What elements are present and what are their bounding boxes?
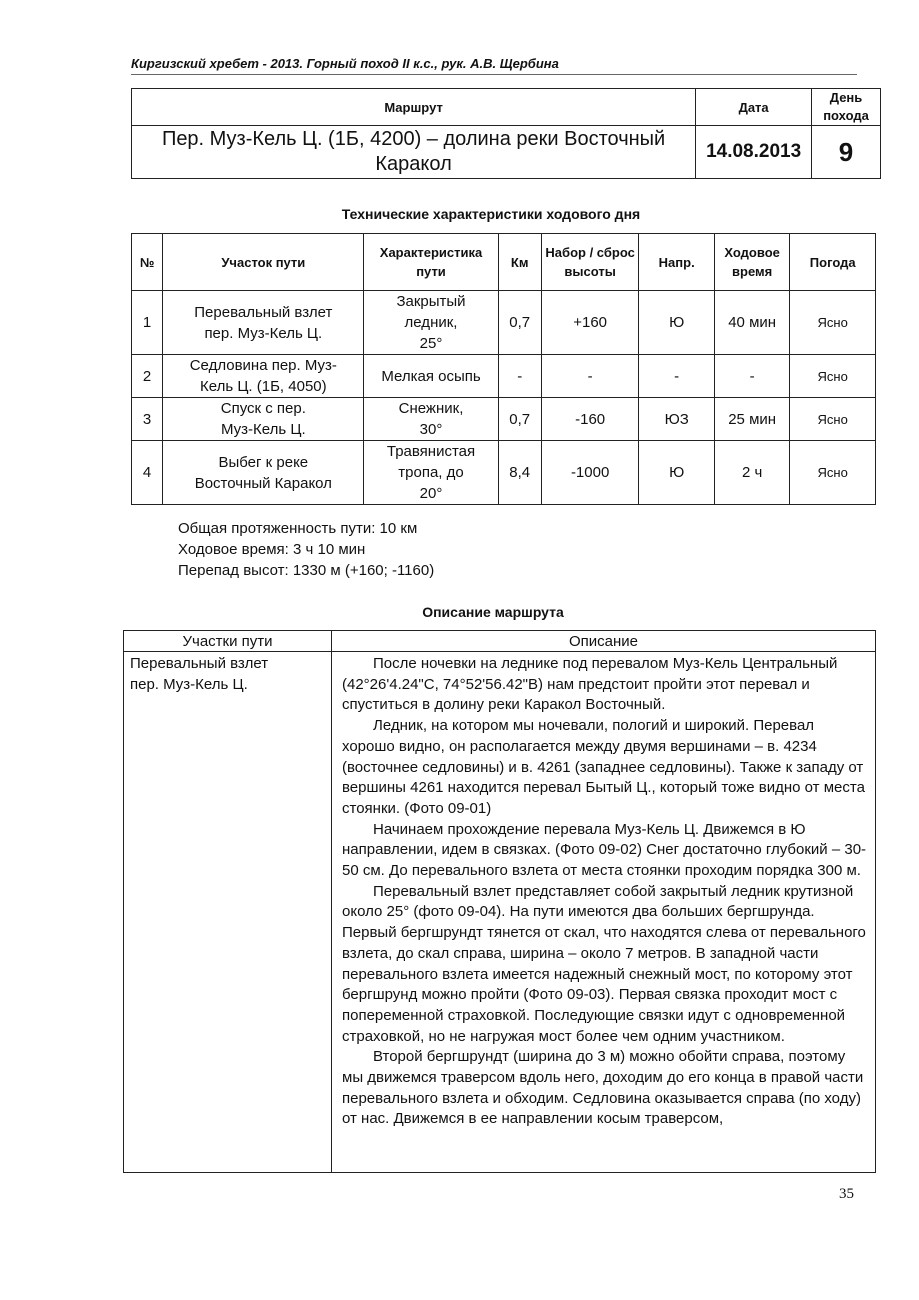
tech-cell: 0,7 xyxy=(498,398,541,441)
route-description-table xyxy=(123,630,876,1173)
tech-cell: 40 мин xyxy=(714,291,789,355)
description-paragraph: Ледник, на котором мы ночевали, пологий и широкий. Перевал хорошо видно, он располагается между двумя вершинами – в. 4234 (восточнее седловины) и в. 4261 (западнее седловины). Также к западу от вершины 4261 находится перевал Бытый Ц., который тоже видно от места стоянки. (Фото 09-01) xyxy=(342,717,865,817)
date-column-header: Дата xyxy=(696,89,812,126)
tech-header-cell: Погода xyxy=(790,234,876,291)
tech-header-cell: Набор / сброс высоты xyxy=(541,234,639,291)
tech-cell: - xyxy=(714,355,789,398)
summary-time: Ходовое время: 3 ч 10 мин xyxy=(178,541,366,558)
tech-cell: Ясно xyxy=(790,398,876,441)
day-column-header: День похода xyxy=(812,89,881,126)
tech-cell: - xyxy=(639,355,714,398)
tech-cell: - xyxy=(498,355,541,398)
tech-cell: Ясно xyxy=(790,441,876,505)
tech-cell: Травянистая тропа, до 20° xyxy=(364,441,498,505)
tech-row xyxy=(132,441,876,505)
tech-cell: Ясно xyxy=(790,291,876,355)
tech-cell: - xyxy=(541,355,639,398)
tech-header-cell: № xyxy=(132,234,163,291)
tech-cell: Перевальный взлет пер. Муз-Кель Ц. xyxy=(163,291,364,355)
tech-cell: Мелкая осыпь xyxy=(364,355,498,398)
tech-cell: 1 xyxy=(132,291,163,355)
route-summary xyxy=(178,518,434,581)
tech-cell: 0,7 xyxy=(498,291,541,355)
tech-cell: Ясно xyxy=(790,355,876,398)
tech-cell: 8,4 xyxy=(498,441,541,505)
tech-cell: 4 xyxy=(132,441,163,505)
tech-header-cell: Ходовое время xyxy=(714,234,789,291)
desc-section-title: Описание маршрута xyxy=(422,604,564,620)
sections-column-header: Участки пути xyxy=(124,631,332,652)
tech-cell: Снежник, 30° xyxy=(364,398,498,441)
description-paragraph: Начинаем прохождение перевала Муз-Кель Ц. Движемся в Ю направлении, идем в связках. (Фото 09-02) Снег достаточно глубокий – 30-50 см. До перевального взлета от места стоянки проходим порядка 300 м. xyxy=(342,820,867,880)
tech-cell: Выбег к реке Восточный Каракол xyxy=(163,441,364,505)
tech-row xyxy=(132,291,876,355)
tech-header-cell: Характеристика пути xyxy=(364,234,498,291)
section-name xyxy=(124,652,332,1173)
section-name-text: Перевальный взлет пер. Муз-Кель Ц. xyxy=(130,655,269,693)
tech-cell: 25 мин xyxy=(714,398,789,441)
tech-cell: ЮЗ xyxy=(639,398,714,441)
tech-cell: +160 xyxy=(541,291,639,355)
tech-cell: 2 xyxy=(132,355,163,398)
running-header: Киргизский хребет - 2013. Горный поход II к.с., рук. А.В. Щербина xyxy=(131,56,857,75)
route-column-header: Маршрут xyxy=(132,89,696,126)
summary-distance: Общая протяженность пути: 10 км xyxy=(178,520,418,537)
route-day-number: 9 xyxy=(812,126,881,179)
description-paragraph: Второй бергшрундт (ширина до 3 м) можно обойти справа, поэтому мы движемся траверсом вдоль него, доходим до его конца в правой части перевального взлета и обходим. Седловина оказывается справа (по ходу) от нас. Движемся в ее направлении косым траверсом, xyxy=(342,1048,864,1128)
tech-cell: Ю xyxy=(639,291,714,355)
tech-cell: Ю xyxy=(639,441,714,505)
tech-header-row xyxy=(132,234,876,291)
tech-cell: -160 xyxy=(541,398,639,441)
tech-row xyxy=(132,398,876,441)
route-date: 14.08.2013 xyxy=(696,126,812,179)
tech-cell: Седловина пер. Муз-Кель Ц. (1Б, 4050) xyxy=(163,355,364,398)
tech-cell: Закрытый ледник, 25° xyxy=(364,291,498,355)
tech-header-cell: Участок пути xyxy=(163,234,364,291)
tech-cell: Спуск с пер. Муз-Кель Ц. xyxy=(163,398,364,441)
description-paragraph: После ночевки на леднике под перевалом Муз-Кель Центральный (42°26'4.24"С, 74°52'56.42"В) нам предстоит пройти этот перевал и спуститься в долину реки Каракол Восточный. xyxy=(342,655,838,714)
description-text xyxy=(332,652,876,1173)
tech-cell: -1000 xyxy=(541,441,639,505)
tech-cell: 2 ч xyxy=(714,441,789,505)
tech-characteristics-table xyxy=(131,233,876,505)
tech-section-title: Технические характеристики ходового дня xyxy=(341,206,641,222)
description-paragraph: Перевальный взлет представляет собой закрытый ледник крутизной около 25° (фото 09-04). На пути имеются два больших бергшрунда. Первый бергшрундт тянется от скал, что находятся слева от перевального взлета, до скал справа, ширина – около 7 метров. В западной части перевального взлета имеется надежный снежный мост, по которому этот бергшрунд можно пройти (Фото 09-03). Первая связка проходит мост с попеременной страховкой. Последующие связки идут с одновременной страховкой, но не нагружая мост более чем одним участником. xyxy=(342,882,866,1045)
tech-cell: 3 xyxy=(132,398,163,441)
tech-header-cell: Км xyxy=(498,234,541,291)
summary-elevation: Перепад высот: 1330 м (+160; -1160) xyxy=(178,562,435,579)
description-column-header: Описание xyxy=(332,631,876,652)
page-number: 35 xyxy=(839,1186,854,1202)
tech-row xyxy=(132,355,876,398)
tech-header-cell: Напр. xyxy=(639,234,714,291)
route-name: Пер. Муз-Кель Ц. (1Б, 4200) – долина реки Восточный Каракол xyxy=(132,126,696,179)
route-table xyxy=(131,88,881,179)
